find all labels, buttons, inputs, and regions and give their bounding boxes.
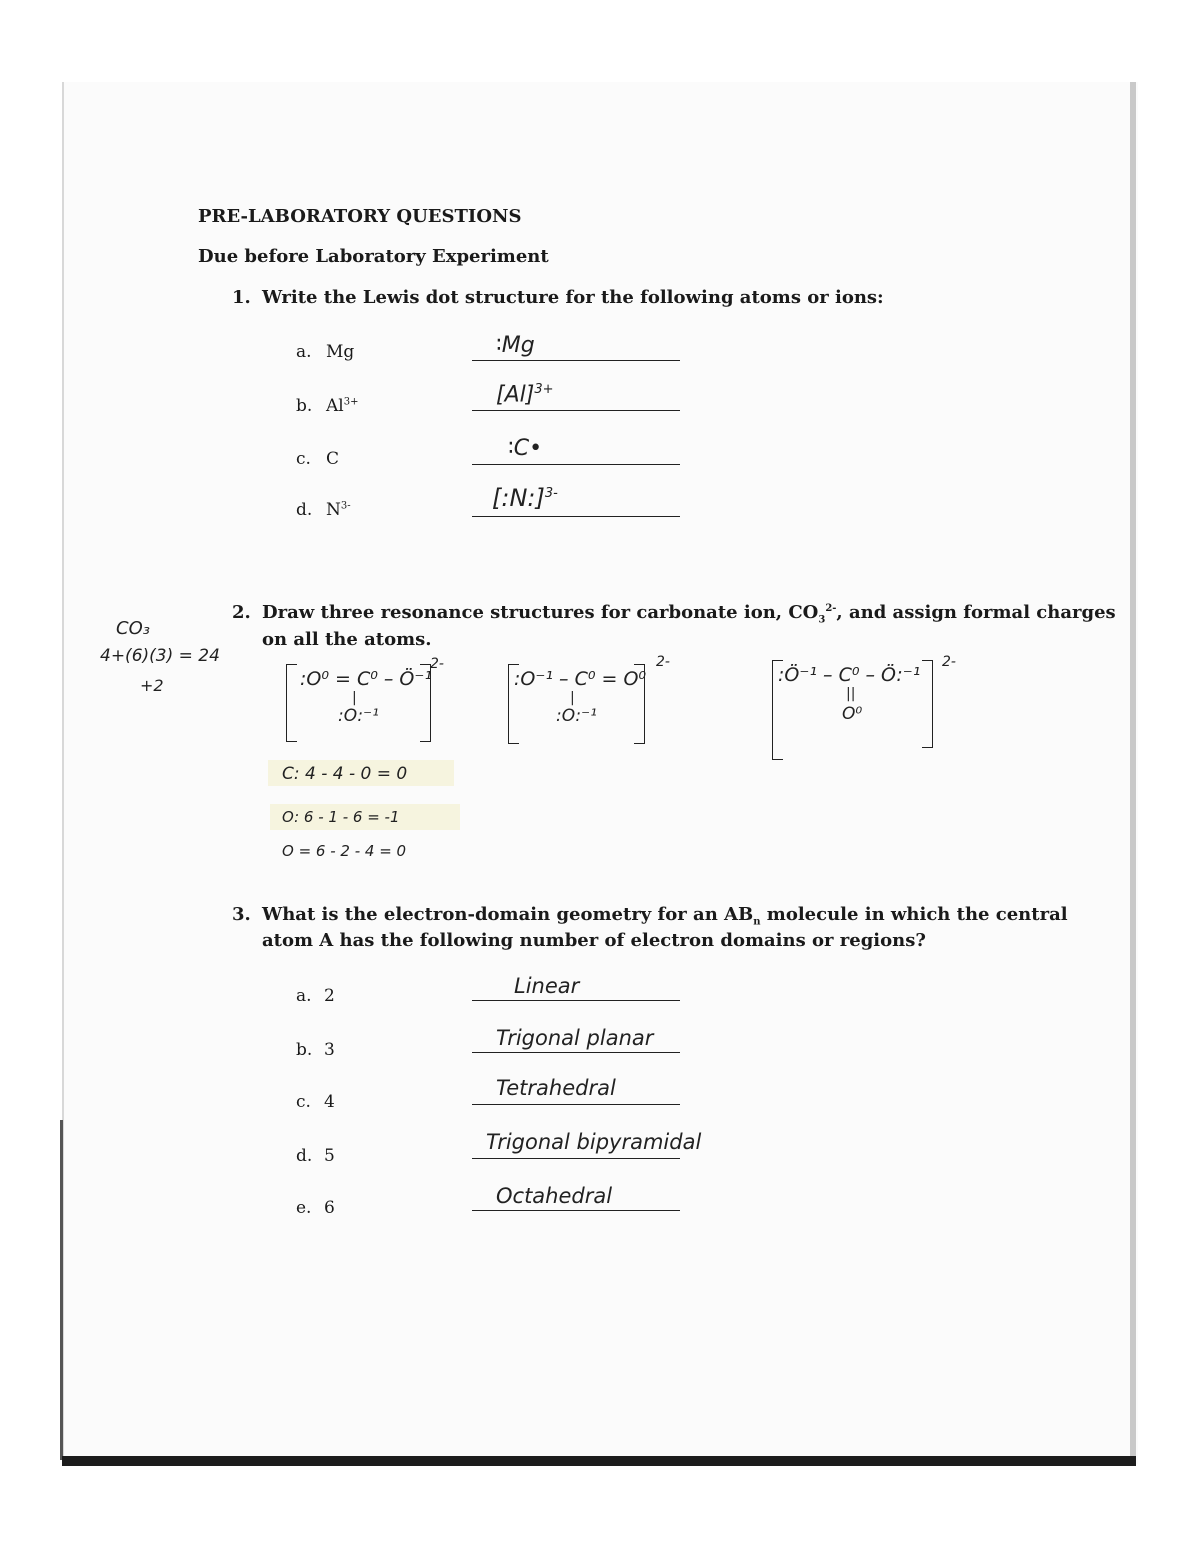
- q2-text-sub: 3: [818, 614, 826, 626]
- formal-charge-work-carbon: C: 4 - 4 - 0 = 0: [282, 764, 408, 784]
- q3-answer: Linear: [514, 974, 580, 998]
- double-bond: ||: [846, 686, 856, 702]
- q1-item-species: N: [326, 500, 341, 520]
- q1-answer: [Al]: [496, 382, 535, 408]
- q1-item-label: b.: [296, 396, 313, 416]
- answer-line: [472, 1104, 680, 1105]
- q2-text-sup: 2-: [825, 603, 837, 614]
- right-bracket: [922, 660, 933, 748]
- q3-item-label: c.: [296, 1092, 311, 1112]
- formal-charge-work-oxygen-single: O: 6 - 1 - 6 = -1: [282, 808, 400, 826]
- q3-text-line2: atom A has the following number of electron domains or regions?: [262, 930, 926, 951]
- q3-item-label: e.: [296, 1198, 312, 1218]
- answer-line: [472, 1000, 680, 1001]
- q3-item-value: 6: [324, 1198, 335, 1218]
- q2-text-part: , and assign formal charges: [836, 602, 1116, 623]
- q3-item-value: 4: [324, 1092, 335, 1112]
- ion-charge: 2-: [942, 654, 956, 670]
- q1-answer: ∶C•: [508, 436, 543, 461]
- margin-note-formula: CO₃: [116, 618, 150, 639]
- q3-item-value: 2: [324, 986, 335, 1006]
- q2-text-line1: [262, 602, 1116, 626]
- answer-line: [472, 360, 680, 361]
- q1-answer-charge: 3+: [534, 382, 554, 397]
- q1-item-species: Mg: [326, 342, 355, 362]
- q1-item-species: Al: [326, 396, 344, 416]
- answer-line: [472, 516, 680, 517]
- q3-item-label: a.: [296, 986, 312, 1006]
- q3-answer: Trigonal bipyramidal: [486, 1130, 702, 1154]
- ion-charge: 2-: [430, 656, 444, 672]
- left-bracket: [286, 664, 297, 742]
- margin-note-charge: +2: [140, 676, 164, 695]
- q3-item-label: b.: [296, 1040, 313, 1060]
- q1-answer: ∶Mg: [496, 333, 535, 358]
- q3-number: 3.: [232, 904, 251, 925]
- q1-text: Write the Lewis dot structure for the following atoms or ions:: [262, 287, 884, 308]
- q3-text-part: molecule in which the central: [760, 904, 1068, 925]
- single-bond: |: [570, 690, 575, 706]
- page-subtitle: Due before Laboratory Experiment: [198, 246, 549, 267]
- q1-item-label: c.: [296, 449, 311, 469]
- q3-text-line1: [262, 904, 1068, 928]
- q3-answer: Trigonal planar: [496, 1026, 654, 1050]
- q2-text-line2: on all the atoms.: [262, 629, 432, 650]
- q3-item-value: 3: [324, 1040, 335, 1060]
- structure-top-row: :Ö⁻¹ – C⁰ – Ö:⁻¹: [778, 664, 921, 686]
- structure-bottom-atom: O⁰: [842, 704, 863, 724]
- q1-item-label: a.: [296, 342, 312, 362]
- single-bond: |: [352, 690, 357, 706]
- formal-charge-work-oxygen-double: O = 6 - 2 - 4 = 0: [282, 842, 407, 860]
- q3-item-label: d.: [296, 1146, 313, 1166]
- q1-answer-charge: 3-: [544, 486, 558, 501]
- q1-answer: [:N:]: [492, 484, 545, 512]
- answer-line: [472, 464, 680, 465]
- q2-number: 2.: [232, 602, 251, 623]
- answer-line: [472, 1158, 680, 1159]
- q1-item-charge: 3-: [340, 500, 351, 512]
- page-title: PRE-LABORATORY QUESTIONS: [198, 206, 522, 227]
- structure-bottom-atom: :O:⁻¹: [338, 706, 379, 726]
- structure-bottom-atom: :O:⁻¹: [556, 706, 597, 726]
- q3-text-sub: n: [753, 916, 761, 928]
- q3-answer: Octahedral: [496, 1184, 613, 1208]
- q1-number: 1.: [232, 287, 251, 308]
- q1-item-charge: 3+: [343, 396, 359, 408]
- structure-top-row: :O⁻¹ – C⁰ = O⁰: [514, 668, 647, 690]
- answer-line: [472, 1052, 680, 1053]
- answer-line: [472, 410, 680, 411]
- q1-item-species: C: [326, 449, 340, 469]
- q1-item-label: d.: [296, 500, 313, 520]
- margin-note-electron-count: 4+(6)(3) = 24: [100, 646, 220, 666]
- structure-top-row: :O⁰ = C⁰ – Ö⁻¹: [300, 668, 433, 690]
- q2-text-part: Draw three resonance structures for carbonate ion, CO: [262, 602, 819, 623]
- q3-item-value: 5: [324, 1146, 335, 1166]
- q3-text-part: What is the electron-domain geometry for an AB: [262, 904, 754, 925]
- q3-answer: Tetrahedral: [496, 1076, 616, 1100]
- answer-line: [472, 1210, 680, 1211]
- page-left-edge-line: [60, 1120, 63, 1460]
- ion-charge: 2-: [656, 654, 670, 670]
- page-bottom-edge: [62, 1456, 1136, 1466]
- page-edge-shadow: [1130, 82, 1136, 1464]
